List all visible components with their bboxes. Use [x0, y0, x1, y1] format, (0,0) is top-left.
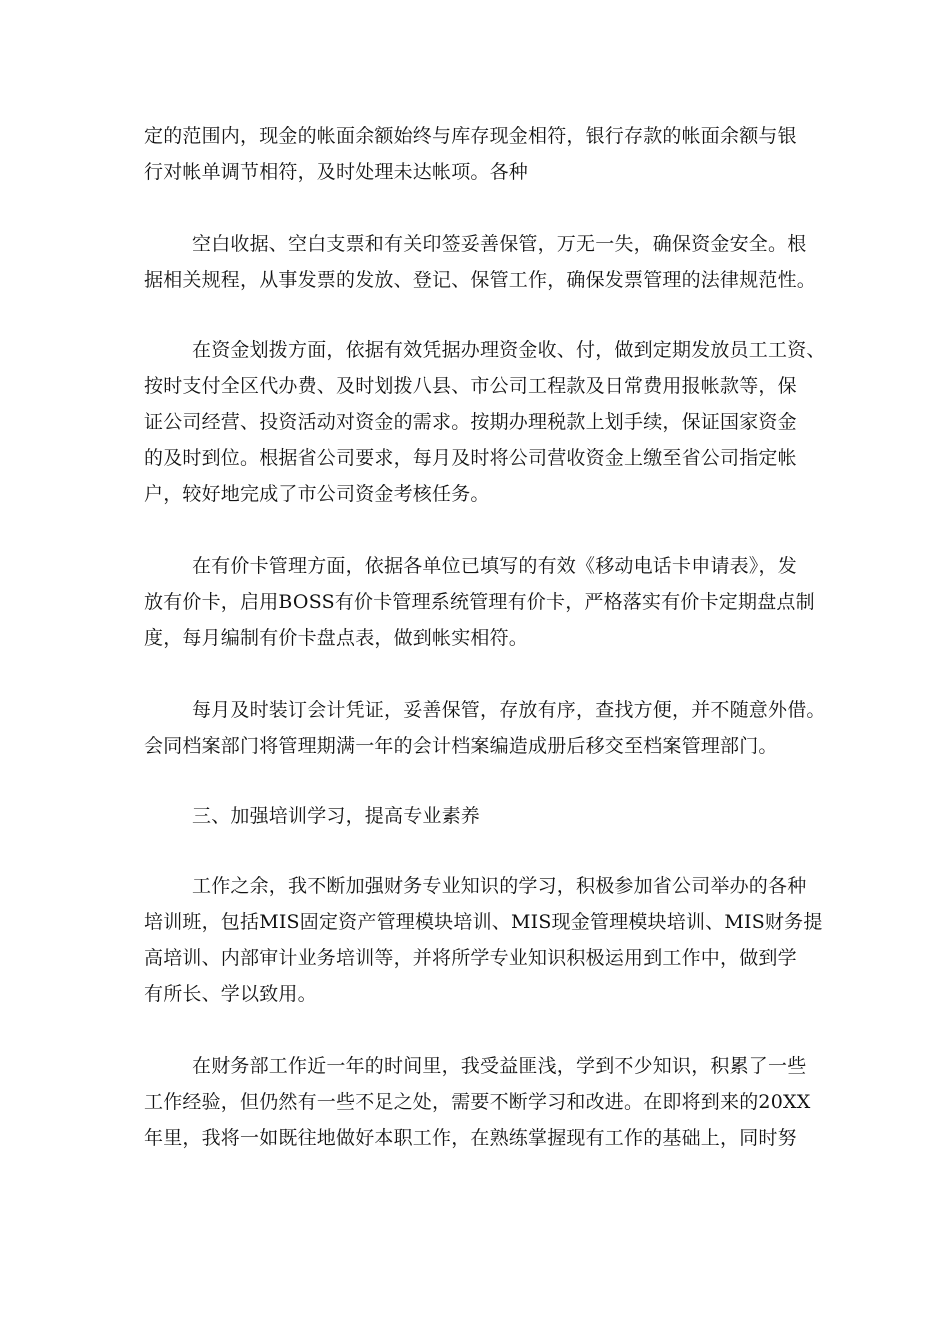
paragraph-summary	[144, 1048, 824, 1156]
text-line: 年里，我将一如既往地做好本职工作，在熟练掌握现有工作的基础上，同时努	[144, 1127, 797, 1149]
paragraph-prepaid-cards	[144, 548, 824, 656]
text-line: 放有价卡，启用BOSS有价卡管理系统管理有价卡，严格落实有价卡定期盘点制	[144, 591, 815, 613]
text-line: 工作经验，但仍然有一些不足之处，需要不断学习和改进。在即将到来的20XX	[144, 1091, 811, 1113]
paragraph-professional-study	[144, 868, 824, 1012]
text-line: 在资金划拨方面，依据有效凭据办理资金收、付，做到定期发放员工工资、	[192, 339, 826, 361]
text-line: 每月及时装订会计凭证，妥善保管，存放有序，查找方便，并不随意外借。	[192, 699, 826, 721]
paragraph-cash-balance	[144, 118, 824, 190]
text-line: 度，每月编制有价卡盘点表，做到帐实相符。	[144, 627, 529, 649]
section-heading-training	[144, 798, 824, 834]
text-line: 行对帐单调节相符，及时处理未达帐项。各种	[144, 161, 529, 183]
text-line: 按时支付全区代办费、及时划拨八县、市公司工程款及日常费用报帐款等，保	[144, 375, 797, 397]
paragraph-fund-allocation	[144, 332, 824, 512]
text-line: 培训班，包括MIS固定资产管理模块培训、MIS现金管理模块培训、MIS财务提	[144, 911, 823, 933]
text-line: 据相关规程，从事发票的发放、登记、保管工作，确保发票管理的法律规范性。	[144, 269, 817, 291]
text-line: 在财务部工作近一年的时间里，我受益匪浅，学到不少知识，积累了一些	[192, 1055, 807, 1077]
text-line: 会同档案部门将管理期满一年的会计档案编造成册后移交至档案管理部门。	[144, 735, 778, 757]
text-line: 有所长、学以致用。	[144, 983, 317, 1005]
paragraph-vouchers	[144, 692, 824, 764]
text-line: 户，较好地完成了市公司资金考核任务。	[144, 483, 490, 505]
text-line: 空白收据、空白支票和有关印签妥善保管，万无一失，确保资金安全。根	[192, 233, 807, 255]
text-line: 在有价卡管理方面，依据各单位已填写的有效《移动电话卡申请表》，发	[192, 555, 797, 577]
text-line: 证公司经营、投资活动对资金的需求。按期办理税款上划手续，保证国家资金	[144, 411, 797, 433]
text-line: 高培训、内部审计业务培训等，并将所学专业知识积极运用到工作中，做到学	[144, 947, 797, 969]
section-heading: 三、加强培训学习，提高专业素养	[192, 805, 481, 827]
text-line: 的及时到位。根据省公司要求，每月及时将公司营收资金上缴至省公司指定帐	[144, 447, 797, 469]
text-line: 定的范围内，现金的帐面余额始终与库存现金相符，银行存款的帐面余额与银	[144, 125, 797, 147]
paragraph-blank-receipts	[144, 226, 824, 298]
text-line: 工作之余，我不断加强财务专业知识的学习，积极参加省公司举办的各种	[192, 875, 807, 897]
